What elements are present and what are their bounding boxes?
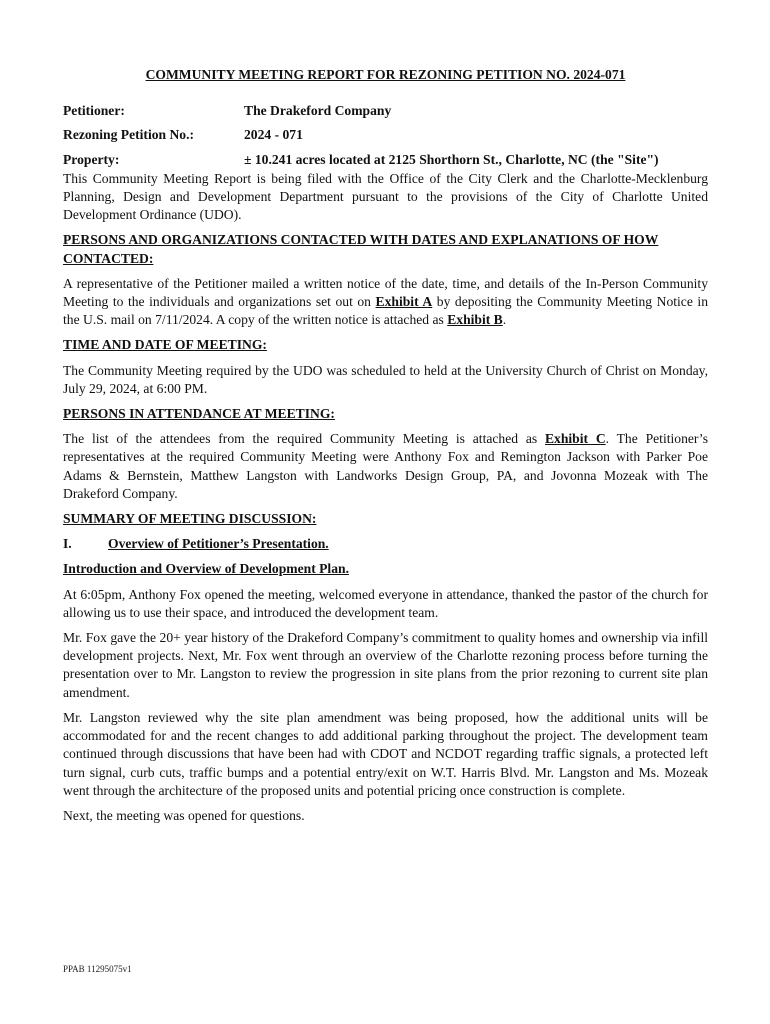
- section-heading-contacted: PERSONS AND ORGANIZATIONS CONTACTED WITH DATES AND EXPLANATIONS OF HOW CONTACTED:: [63, 232, 659, 266]
- attendance-paragraph: [63, 430, 708, 503]
- field-label: Property:: [63, 151, 120, 167]
- contacted-text-1: A representative of the Petitioner mailed a written notice of the date, time, and details of the In-Person Community Meeting to the individuals and organizations set out on: [63, 275, 708, 310]
- field-value: ± 10.241 acres located at 2125 Shorthorn St., Charlotte, NC (the "Site"): [244, 151, 659, 167]
- petitioner-row: [63, 102, 708, 120]
- intro-paragraph: This Community Meeting Report is being filed with the Office of the City Clerk and the Charlotte-Mecklenburg Planning, Design and Development Department pursuant to the provisions of the City of Charlotte United Development Ordinance (UDO).: [63, 170, 708, 223]
- field-value: 2024 - 071: [244, 127, 303, 143]
- exhibit-a-ref: Exhibit A: [375, 294, 433, 310]
- subsection-number: I.: [63, 536, 72, 552]
- summary-paragraph: Next, the meeting was opened for questions.: [63, 807, 305, 823]
- contacted-text-3: .: [502, 312, 507, 328]
- contacted-text-2: by depositing the Community Meeting Notice in the U.S. mail on 7/11/2024. A copy of the written notice is attached as: [63, 294, 708, 328]
- section-heading-summary: SUMMARY OF MEETING DISCUSSION:: [63, 511, 317, 527]
- field-value: The Drakeford Company: [244, 103, 392, 119]
- attendance-text-2: . The Petitioner’s representatives at the required Community Meeting were Anthony Fox and Remington Jackson with Parker Poe Adams & Bernstein, Matthew Langston with Landworks Design Group, PA, and Jovonna Mozeak with The Drakeford Company.: [63, 431, 708, 501]
- subsection-heading: [63, 535, 708, 553]
- field-label: Rezoning Petition No.:: [63, 127, 195, 143]
- section-heading-attendance: PERSONS IN ATTENDANCE AT MEETING:: [63, 406, 335, 422]
- property-row: [63, 151, 708, 169]
- attendance-text-1: The list of the attendees from the required Community Meeting is attached as: [63, 431, 545, 447]
- intro-overview-heading: Introduction and Overview of Development Plan.: [63, 561, 349, 577]
- summary-paragraph: Mr. Fox gave the 20+ year history of the Drakeford Company’s commitment to quality homes and ownership via infill development projects. Next, Mr. Fox went through an overview of the Charlotte rezoning process before turning the presentation over to Mr. Langston to review the progression in site plans from the prior rezoning to current site plan amendment.: [63, 630, 708, 700]
- summary-paragraph: At 6:05pm, Anthony Fox opened the meeting, welcomed everyone in attendance, thanked the pastor of the church for allowing us to use their space, and introduced the development team.: [63, 586, 708, 620]
- subsection-label: Overview of Petitioner’s Presentation.: [108, 536, 329, 552]
- section-heading-time: TIME AND DATE OF MEETING:: [63, 337, 267, 353]
- time-paragraph: The Community Meeting required by the UDO was scheduled to held at the University Church of Christ on Monday, July 29, 2024, at 6:00 PM.: [63, 362, 708, 396]
- exhibit-c-ref: Exhibit C: [544, 431, 606, 447]
- exhibit-b-ref: Exhibit B: [447, 312, 503, 328]
- document-footer-id: PPAB 11295075v1: [63, 964, 132, 974]
- document-title: COMMUNITY MEETING REPORT FOR REZONING PETITION NO. 2024-071: [145, 67, 626, 82]
- contacted-paragraph: [63, 275, 708, 330]
- field-label: Petitioner:: [63, 103, 125, 119]
- summary-paragraph: Mr. Langston reviewed why the site plan amendment was being proposed, how the additional units will be accommodated for and the recent changes to add additional parking throughout the project. The development team continued through discussions that have been had with CDOT and NCDOT regarding traffic signals, a protected left turn signal, curb cuts, traffic bumps and a potential entry/exit on W.T. Harris Blvd. Mr. Langston and Ms. Mozeak went through the architecture of the proposed units and potential pricing once construction is complete.: [63, 709, 708, 798]
- document-body: [63, 66, 708, 832]
- petition-number-row: [63, 126, 708, 144]
